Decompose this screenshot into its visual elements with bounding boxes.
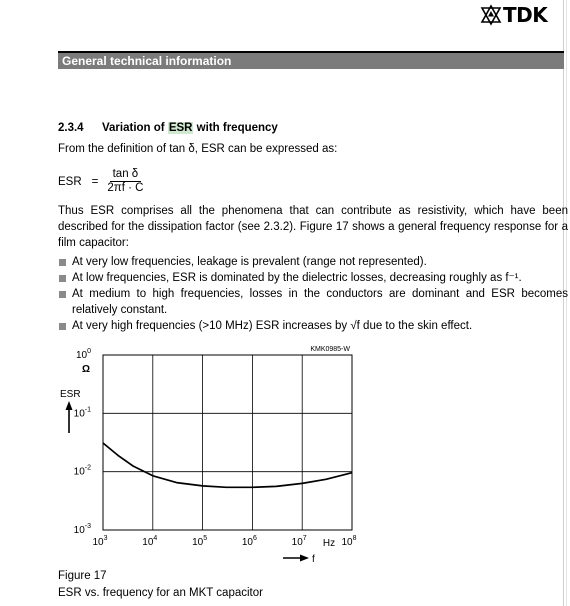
figure-label: Figure 17 [58, 570, 107, 582]
bullet-text: At medium to high frequencies, losses in the conductors are dominant and ESR becomes relatively constant. [72, 288, 568, 316]
bullet-text: At very low frequencies, leakage is prevalent (range not represented). [72, 256, 427, 268]
x-tick-label: $10^3$ [92, 535, 108, 548]
body-paragraph: Thus ESR comprises all the phenomena that can contribute as resistivity, which have been described for the dissipation factor (see 2.3.2). Figure 17 shows a general frequency response for a film capacitor: [58, 205, 568, 249]
plot-area [103, 355, 352, 530]
page-header: General technical information [58, 51, 564, 69]
formula-denominator: 2πf · C [107, 182, 144, 194]
y-axis-arrow-head [66, 401, 73, 410]
bullet-text: At very high frequencies (>10 MHz) ESR increases by √f due to the skin effect. [72, 320, 473, 332]
bullet-text: At low frequencies, ESR is dominated by the dielectric losses, decreasing roughly as f⁻¹. [72, 272, 522, 284]
y-tick-label: $10^{-1}$ [73, 406, 91, 420]
section-number: 2.3.4 [58, 122, 84, 134]
formula-equals: = [91, 175, 99, 188]
x-tick-label: $10^5$ [192, 535, 208, 548]
formula-numerator: tan δ [110, 168, 142, 182]
x-tick-label: $10^6$ [241, 535, 257, 548]
y-tick-label: $10^{-3}$ [73, 523, 91, 536]
x-axis-arrow-head [300, 555, 309, 562]
section-title-post: with frequency [193, 122, 278, 134]
esr-curve-line [103, 443, 352, 487]
y-unit-label: Ω [82, 364, 91, 375]
highlighted-term: ESR [168, 122, 193, 134]
x-unit-label: Hz [322, 538, 336, 549]
section-title-pre: Variation of [102, 122, 168, 134]
formula-lhs: ESR [58, 175, 82, 188]
y-tick-label: $10^0$ [75, 348, 91, 361]
x-tick-label: $10^8$ [341, 535, 357, 548]
figure-caption: ESR vs. frequency for an MKT capacitor [58, 587, 263, 599]
x-tick-label: $10^4$ [142, 535, 158, 548]
y-axis-label: ESR [60, 389, 81, 400]
x-axis-label: f [312, 554, 315, 565]
y-tick-label: $10^{-2}$ [73, 464, 91, 478]
x-tick-label: $10^7$ [291, 535, 307, 548]
intro-text: From the definition of tan δ, ESR can be expressed as: [58, 143, 338, 155]
logo-text: TDK [503, 3, 548, 27]
chart-code-label: KMK0985-W [310, 346, 350, 353]
